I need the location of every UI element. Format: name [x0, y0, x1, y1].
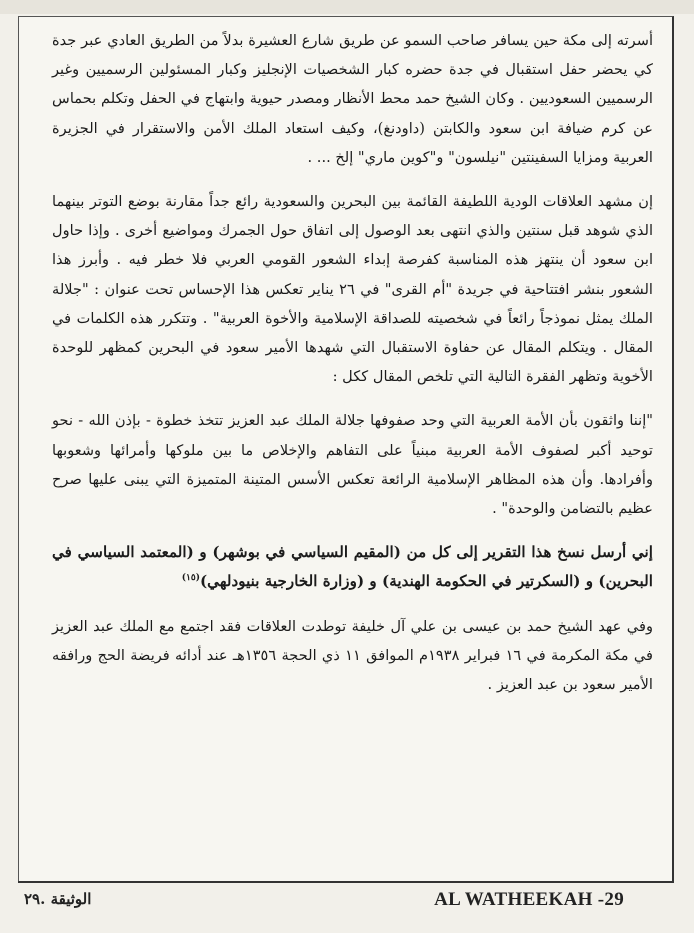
text-line: بنيودلهي) — [199, 572, 260, 591]
paragraph-5 — [52, 612, 653, 700]
text-line: وفي عهد الشيخ حمد بن عيسى بن علي آل خليفة توطدت العلاقات فقد اجتمع مع — [158, 617, 653, 635]
text-line: وكبار المسئولين الرسميين وغير الرسميين السعوديين . وكان الشيخ حمد محط الأنظار — [52, 61, 653, 108]
quoted-paragraph — [52, 406, 653, 523]
text-line: عند أدائه فريضة الحج ورافقه الأمير سعود بن عبد العزيز . — [52, 646, 653, 694]
text-line: "إننا واثقون بأن الأمة العربية التي وحد صفوفها جلالة الملك عبد العزيز تتخذ — [197, 412, 654, 430]
paragraph-1 — [52, 26, 653, 172]
text-line: العادي عبر جدة كي يحضر حفل استقبال في جدة حضره كبار الشخصيات الإنجليز — [52, 32, 653, 79]
text-line: ويتكلم المقال عن حفاوة الاستقبال التي شهدها الأمير سعود في البحرين كمظهر للوحدة — [52, 339, 597, 357]
text-line: (داودنغ)، وكيف استعاد الملك الأمن والاستقرار في الجزيرة العربية ومزايا السفينتين — [52, 119, 653, 166]
text-line: إن مشهد العلاقات الودية اللطيفة القائمة بين البحرين والسعودية رائع جداً مقارنة — [165, 193, 653, 211]
text-line: ومصدر حيوية وابتهاج في الحفل وتكلم بحماس عن كرم ضيافة ابن سعود والكابتن — [52, 90, 653, 137]
text-line: إني أرسل نسخ هذا التقرير إلى كل من (المقيم السياسي في بوشهر) و (المعتمد — [140, 543, 653, 562]
text-line: رائعاً في شخصيته للصداقة الإسلامية والأخوة العربية" . وتتكرر هذه الكلمات في المقال . — [52, 309, 653, 357]
text-line: القرى" في ٢٦ يناير تعكس هذا الإحساس تحت عنوان : "جلالة الملك يمثل نموذجاً — [52, 280, 653, 327]
text-line: والإخلاص ما بين ملوكها وأمرائها وشعوبها وأفرادها. وأن هذه المظاهر الإسلامية الرائعة — [52, 441, 654, 488]
footer-rule — [18, 881, 674, 883]
text-line: تعكس الأسس المتينة المتميزة التي يبنى عليها صرح عظيم بالتضامن والوحدة" . — [52, 470, 653, 518]
article-body — [52, 26, 653, 699]
footnote-marker: (١٥) — [181, 573, 200, 584]
latin-page-label: AL WATHEEKAH -29 — [434, 889, 624, 910]
text-line: الجمرك ومواضيع أخرى . وإذا حاول ابن سعود أن ينتهز هذه المناسبة كفرصة إبداء — [52, 222, 654, 269]
report-copies-paragraph — [52, 538, 653, 596]
text-line: الملك عبد العزيز في مكة المكرمة في ١٦ فبراير ١٩٣٨م الموافق ١١ ذي الحجة ١٣٥٦هـ — [52, 617, 654, 664]
text-line: خطوة - بإذن الله - نحو توحيد أكبر لصفوف الأمة العربية مبنياً على التفاهم — [52, 412, 653, 459]
paragraph-2 — [52, 187, 653, 391]
scan-top-strip — [0, 0, 694, 14]
text-line: الأخوية وتظهر الفقرة التالية التي تلخص المقال ككل : — [332, 368, 653, 386]
text-line: بوضع التوتر بينهما الذي شوهد قبل سنتين والذي انتهى بعد الوصول إلى اتفاق حول — [52, 193, 654, 240]
text-line: السياسي في البحرين) و (السكرتير في الحكومة الهندية) و (وزارة الخارجية — [52, 543, 653, 591]
arabic-page-label: الوثيقة .٢٩ — [24, 890, 92, 908]
text-line: الشعور القومي العربي فلا خطر فيه . وأبرز هذا الشعور بنشر افتتاحية في جريدة "أم — [52, 251, 653, 298]
text-line: أسرته إلى مكة حين يسافر صاحب السمو عن طريق شارع العشيرة بدلاً من الطريق — [149, 32, 653, 49]
text-line: "نيلسون" و"كوين ماري" إلخ ... . — [307, 148, 507, 166]
